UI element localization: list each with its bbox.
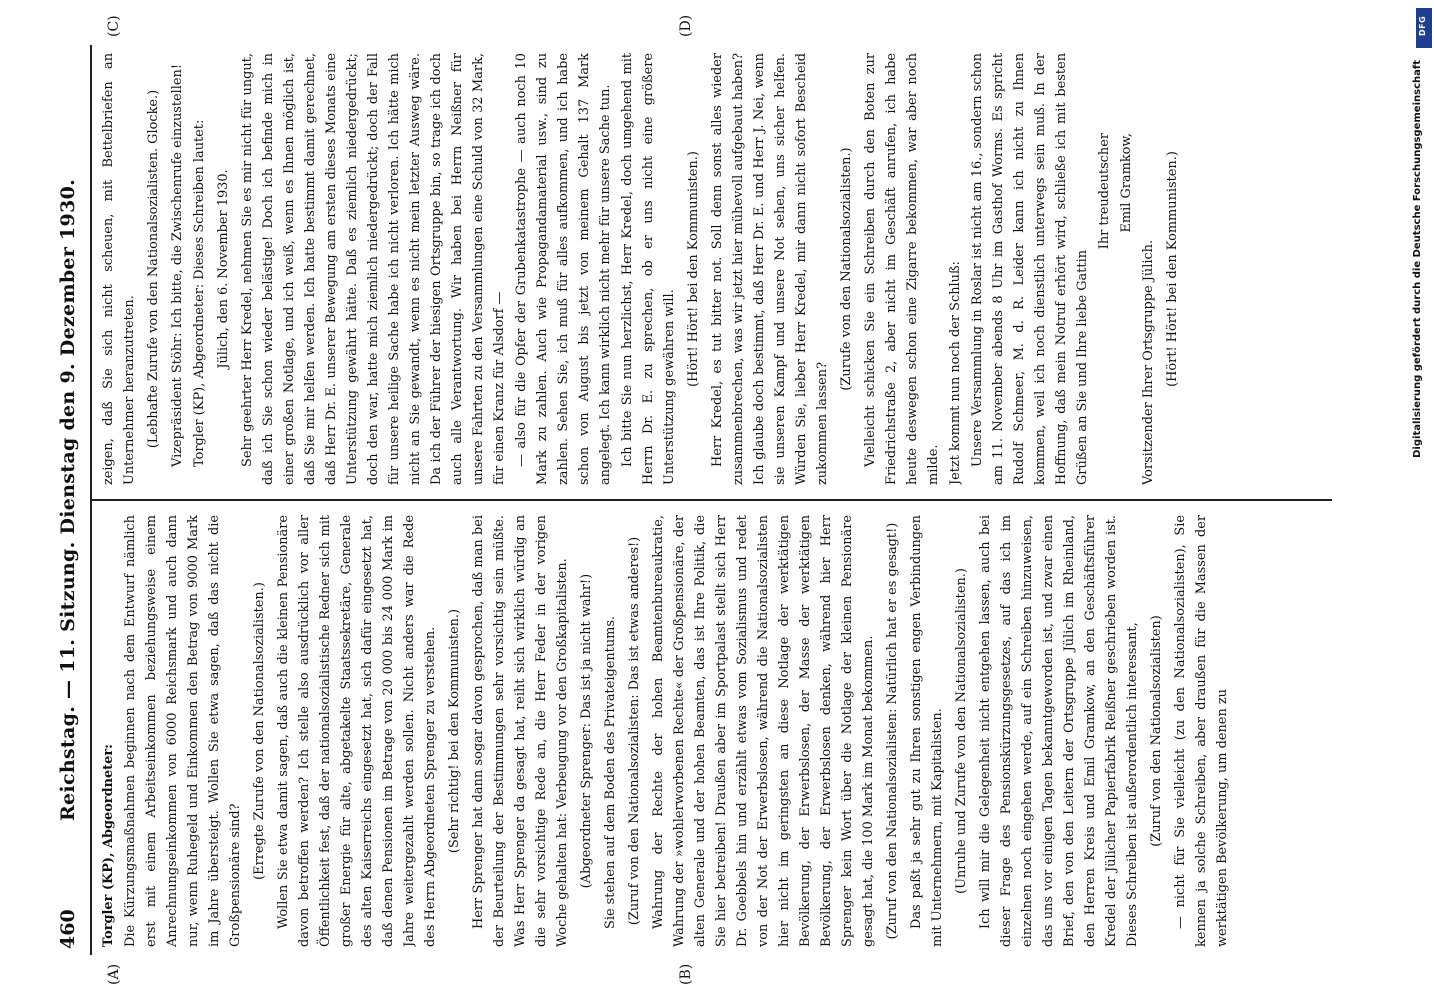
interjection: (Erregte Zurufe von den Nationalsozialisten.) xyxy=(252,582,267,880)
speaker-line: Torgler (KP), Abgeordneter: xyxy=(101,744,116,947)
dfg-logo xyxy=(1416,8,1432,48)
margin-mark-b: (B) xyxy=(678,963,694,985)
paragraph: Ich will mir die Gelegenheit nicht entgehen lassen, auch bei dieser Frage des Pensionskürzungsgesetzes, auf das ich im einzelnen noch eingehen werde, auf ein Schreiben hinzuweisen, das uns vor einigen Tagen bekanntgeworden ist, und zwar einen Brief, den von den Leitern der Ortsgruppe Jülich im Rheinland, den Herren Kreis und Emil Gramkow, an den Geschäftsführer Kredel der Jülicher Papierfabrik Reißner geschrieben worden ist. Dieses Schreiben ist außerordentlich interessant, xyxy=(978,515,1140,947)
paragraph: Vizepräsident Stöhr: Ich bitte, die Zwischenrufe einzustellen! xyxy=(170,63,185,467)
paragraph: Das paßt ja sehr gut zu Ihren sonstigen engen Verbindungen mit Unternehmern, mit Kapitalisten. xyxy=(909,515,945,947)
right-column xyxy=(98,53,1330,485)
interjection: (Hört! Hört! bei den Kommunisten.) xyxy=(1165,151,1180,387)
letter-paragraph: Ich bitte Sie nun herzlichst, Herr Kredel, doch umgehend mit Herrn Dr. E. zu sprechen, ob er uns nicht eine größere Unterstützung gewähren will. xyxy=(620,53,677,485)
paragraph: Die Kürzungsmaßnahmen beginnen nach dem Entwurf nämlich erst mit einem Arbeitseinkommen beziehungsweise einem Anrechnungseinkommen von 6000 Reichsmark und auch dann nur, wenn Ruhegeld und Einkommen den Betrag von 9000 Mark im Jahre übersteigt. Wollen Sie etwa sagen, daß das nicht die Großpensionäre sind? xyxy=(123,515,243,947)
letter-signature: Emil Gramkow, xyxy=(1119,133,1134,233)
digitization-credit-text: Digitalisierung gefördert durch die Deutsche Forschungsgemeinschaft xyxy=(1412,60,1423,458)
letter-paragraph: — also für die Opfer der Grubenkatastrophe — auch noch 10 Mark zu zahlen. Auch wie Propagandamaterial usw., sind zu zahlen. Sehen Sie, ich muß für alles aufkommen, und ich habe schon von August bis jetzt von meinem Gehalt 137 Mark angelegt. Ich kann wirklich nicht mehr für unsere Sache tun. xyxy=(514,53,613,485)
interjection: (Lebhafte Zurufe von den Nationalsozialisten. Glocke.) xyxy=(146,89,161,449)
letter-signature-title: Vorsitzender Ihrer Ortsgruppe Jülich. xyxy=(1141,239,1156,485)
interjection: (Sehr richtig! bei den Kommunisten.) xyxy=(447,608,462,854)
left-column xyxy=(98,515,1330,947)
paragraph: Sie stehen auf dem Boden des Privateigentums. xyxy=(603,615,618,929)
letter-paragraph: Unsere Versammlung in Roslar ist nicht am 16., sondern schon am 11. November abends 8 Uhr im Gasthof Worms. Es spricht Rudolf Schmeer, M. d. R. Leider kann ich nicht zu Ihnen kommen, weil ich noch dienstlich unterwegs sein muß. In der Hoffnung, daß mein Notruf erhört wird, schließe ich mit besten Grüßen an Sie und Ihre liebe Gattin xyxy=(970,53,1090,485)
running-header xyxy=(48,45,88,955)
interjection: (Abgeordneter Sprenger: Das ist ja nicht wahr!) xyxy=(579,573,594,889)
margin-mark-a: (A) xyxy=(106,963,122,985)
letter-paragraph: Sehr geehrter Herr Kredel, nehmen Sie es mir nicht für ungut, daß ich Sie schon wieder belästige! Doch ich befinde mich in einer großen Notlage, und ich weiß, wenn es Ihnen möglich ist, daß Sie mir helfen werden. Ich hatte bestimmt damit gerechnet, daß Herr Dr. E. unserer Bewegung am ersten dieses Monats eine Unterstützung gewährt hätte. Daß es ziemlich niedergedrückt; doch den war, hatte mich ziemlich niedergedrückt; doch der Fall für unsere heilige Sache habe ich nicht verloren. Ich hätte mich nicht an Sie gewandt, wenn es nicht mein letzter Ausweg wäre. Da ich der Führer der hiesigen Ortsgruppe bin, so trage ich doch auch alle Verantwortung. Wir haben bei Herrn Neißner für unsere Fahrten zu den Versammlungen eine Schuld von 32 Mark, für einen Kranz für Alsdorf — xyxy=(240,53,507,485)
paragraph: Torgler (KP), Abgeordneter: Dieses Schreiben lautet: xyxy=(192,119,207,467)
paragraph: Wollen Sie etwa damit sagen, daß auch die kleinen Pensionäre davon betroffen werden? Ich stelle also ausdrücklich vor aller Öffentlichkeit fest, daß der nationalsozialistische Redner sich mit großer Energie für alte, abgetakelte Staatssekretäre, Generale des alten Kaiserreichs eingesetzt hat, sich dafür eingesetzt hat, daß denen Pensionen im Betrage von 20 000 bis 24 000 Mark im Jahre weitergezahlt werden sollen. Nicht anders war die Rede des Herrn Abgeordneten Sprenger zu verstehen. xyxy=(276,515,438,947)
running-title: Reichstag. — 11. Sitzung. Dienstag den 9. Dezember 1930. xyxy=(57,178,79,822)
letter-paragraph: Herr Kredel, es tut bitter not. Soll denn sonst alles wieder zusammenbrechen, was wir jetzt hier mühevoll aufgebaut haben? Ich glaube doch bestimmt, daß Herr Dr. E. und Herr J. Nei, wenn sie unseren Kampf und unsere Not sehen, uns sicher helfen. Würden Sie, lieber Herr Kredel, mir dann nicht sofort Bescheid zukommen lassen? xyxy=(710,53,830,485)
dfg-logo-text: DFG xyxy=(1418,15,1427,36)
interjection: (Zuruf von den Nationalsozialisten: Natürlich hat er es gesagt!) xyxy=(885,522,900,940)
letter-closing: Ihr treudeutscher xyxy=(1097,133,1112,250)
paragraph: Herr Sprenger hat dann sogar davon gesprochen, daß man bei der Beurteilung der Bestimmungen sehr vorsichtig sein müßte. Was Herr Sprenger da gesagt hat, reiht sich wirklich würdig an die sehr vorsichtige Rede an, die Herr Feder in der vorigen Woche gehalten hat: Verbeugung vor den Großkapitalisten. xyxy=(471,515,570,947)
interjection: (Unruhe und Zurufe von den Nationalsozialisten.) xyxy=(954,568,969,894)
paragraph: Wahrung der Rechte der hohen Beamtenbureaukratie, Wahrung der »wohlerworbenen Rechte« der Großpensionäre, der alten Generale und der hohen Beamten, das ist Ihre Politik, die Sie hier betreiben! Draußen aber im Sportpalast stellt sich Herr Dr. Goebbels hin und erzählt etwas vom Sozialismus und redet von der Not der Erwerbslosen, während die Nationalsozialisten hier nicht im geringsten an diese Notlage der werktätigen Bevölkerung, der Erwerbslosen, der Masse der werktätigen Bevölkerung, der Erwerbslosen denken, während hier Herr Sprenger kein Wort über die Notlage der kleinen Pensionäre gesagt hat, die 100 Mark im Monat bekommen. xyxy=(651,515,876,947)
digitization-credit xyxy=(1408,8,1428,992)
margin-mark-c: (C) xyxy=(106,15,122,37)
letter-date: Jülich, den 6. November 1930. xyxy=(216,169,231,369)
scanned-page xyxy=(48,14,1338,985)
interjection: (Zurufe von den Nationalsozialisten.) xyxy=(839,147,854,391)
margin-mark-d: (D) xyxy=(678,14,694,37)
column-rule xyxy=(92,500,1332,502)
paragraph: Jetzt kommt nun noch der Schluß: xyxy=(948,261,963,485)
interjection: (Zuruf von den Nationalsozialisten: Das ist etwas anderes!) xyxy=(627,536,642,926)
interjection: (Hört! Hört! bei den Kommunisten.) xyxy=(686,151,701,387)
paragraph: zeigen, daß Sie sich nicht scheuen, mit Bettelbriefen an Unternehmer heranzutreten. xyxy=(101,53,137,485)
interjection: (Zuruf von den Nationalsozialisten) xyxy=(1149,615,1164,847)
letter-paragraph: Vielleicht schicken Sie ein Schreiben durch den Boten zur Friedrichstraße 2, aber nicht im Geschäft anrufen, ich habe heute deswegen schon eine Zigarre bekommen, war aber noch milde. xyxy=(863,53,941,485)
paragraph: — nicht für Sie vielleicht (zu den Nationalsozialisten), Sie kennen ja solche Schreiben, aber draußen für die Massen der werktätigen Bevölkerung, um denen zu xyxy=(1173,515,1230,947)
page-number: 460 xyxy=(57,909,79,949)
